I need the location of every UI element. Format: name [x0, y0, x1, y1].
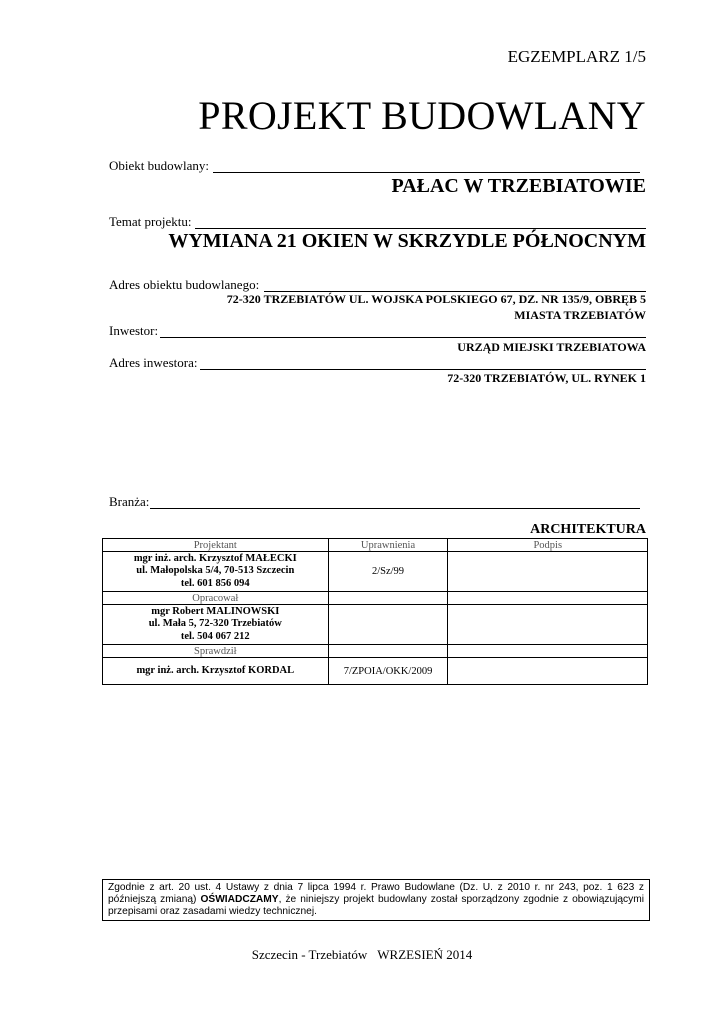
object-label: Obiekt budowlany:	[109, 158, 210, 173]
investor-address-label: Adres inwestora:	[109, 355, 198, 370]
subject-value: WYMIANA 21 OKIEN W SKRZYDLE PÓŁNOCNYM	[168, 230, 646, 252]
preparer-name: mgr Robert MALINOWSKI	[151, 605, 280, 617]
investor-underline	[160, 337, 646, 338]
table-row-checker	[103, 658, 648, 685]
branch-underline	[150, 508, 640, 509]
prepared-label: Opracował	[103, 592, 329, 605]
branch-label: Branża:	[109, 494, 150, 509]
address-line2: MIASTA TRZEBIATÓW	[514, 308, 646, 322]
prepared-signature-empty	[448, 592, 648, 605]
preparer-address: ul. Mała 5, 72-320 Trzebiatów	[148, 618, 282, 630]
preparer-cell	[103, 605, 329, 645]
designer-license: 2/Sz/99	[328, 552, 448, 592]
checker-license: 7/ZPOIA/OKK/2009	[328, 658, 448, 685]
address-line1: 72-320 TRZEBIATÓW UL. WOJSKA POLSKIEGO 67, DZ. NR 135/9, OBRĘB 5	[226, 292, 646, 306]
investor-label: Inwestor:	[109, 323, 159, 338]
declaration-part2: , że niniejszy projekt budowlany został sporządzony zgodnie z obowiązującymi przepisami oraz zasadami wiedzy technicznej.	[108, 894, 644, 917]
subject-underline	[195, 228, 646, 229]
declaration-box	[102, 879, 650, 921]
footer-place: Szczecin - Trzebiatów	[251, 947, 368, 962]
object-value: PAŁAC W TRZEBIATOWIE	[391, 175, 646, 197]
team-table	[102, 538, 648, 685]
investor-address-underline	[200, 369, 646, 370]
branch-value: ARCHITEKTURA	[530, 522, 646, 537]
footer	[0, 947, 724, 963]
subject-label: Temat projektu:	[109, 214, 192, 229]
table-header-row	[103, 539, 648, 552]
preparer-phone: tel. 504 067 212	[180, 630, 250, 642]
checked-license-empty	[328, 645, 448, 658]
checked-signature-empty	[448, 645, 648, 658]
address-label: Adres obiektu budowlanego:	[109, 277, 260, 292]
designer-name: mgr inż. arch. Krzysztof MAŁECKI	[133, 552, 297, 564]
declaration-bold: OŚWIADCZAMY	[200, 894, 279, 905]
designer-address: ul. Małopolska 5/4, 70-513 Szczecin	[136, 565, 295, 577]
preparer-license	[328, 605, 448, 645]
table-row-preparer	[103, 605, 648, 645]
table-row-prepared-label	[103, 592, 648, 605]
copy-number: EGZEMPLARZ 1/5	[507, 47, 646, 66]
checker-name: mgr inż. arch. Krzysztof KORDAL	[103, 658, 329, 685]
col-designer-header: Projektant	[103, 539, 329, 552]
checked-label: Sprawdził	[103, 645, 329, 658]
designer-phone: tel. 601 856 094	[180, 577, 250, 589]
col-signature-header: Podpis	[448, 539, 648, 552]
object-underline	[213, 172, 640, 173]
investor-value: URZĄD MIEJSKI TRZEBIATOWA	[457, 340, 646, 354]
table-row-checked-label	[103, 645, 648, 658]
document-title: PROJEKT BUDOWLANY	[198, 93, 646, 138]
footer-date: WRZESIEŃ 2014	[377, 947, 473, 962]
checker-signature	[448, 658, 648, 685]
table-row-designer	[103, 552, 648, 592]
preparer-signature	[448, 605, 648, 645]
designer-cell	[103, 552, 329, 592]
investor-address-value: 72-320 TRZEBIATÓW, UL. RYNEK 1	[447, 371, 646, 385]
col-license-header: Uprawnienia	[328, 539, 448, 552]
designer-signature	[448, 552, 648, 592]
prepared-license-empty	[328, 592, 448, 605]
declaration-part1: Zgodnie z art. 20 ust. 4 Ustawy z dnia 7 lipca 1994 r. Prawo Budowlane (Dz. U. z 2010 r. nr 243, poz. 1 623 z późniejszą zmianą)	[108, 882, 644, 905]
